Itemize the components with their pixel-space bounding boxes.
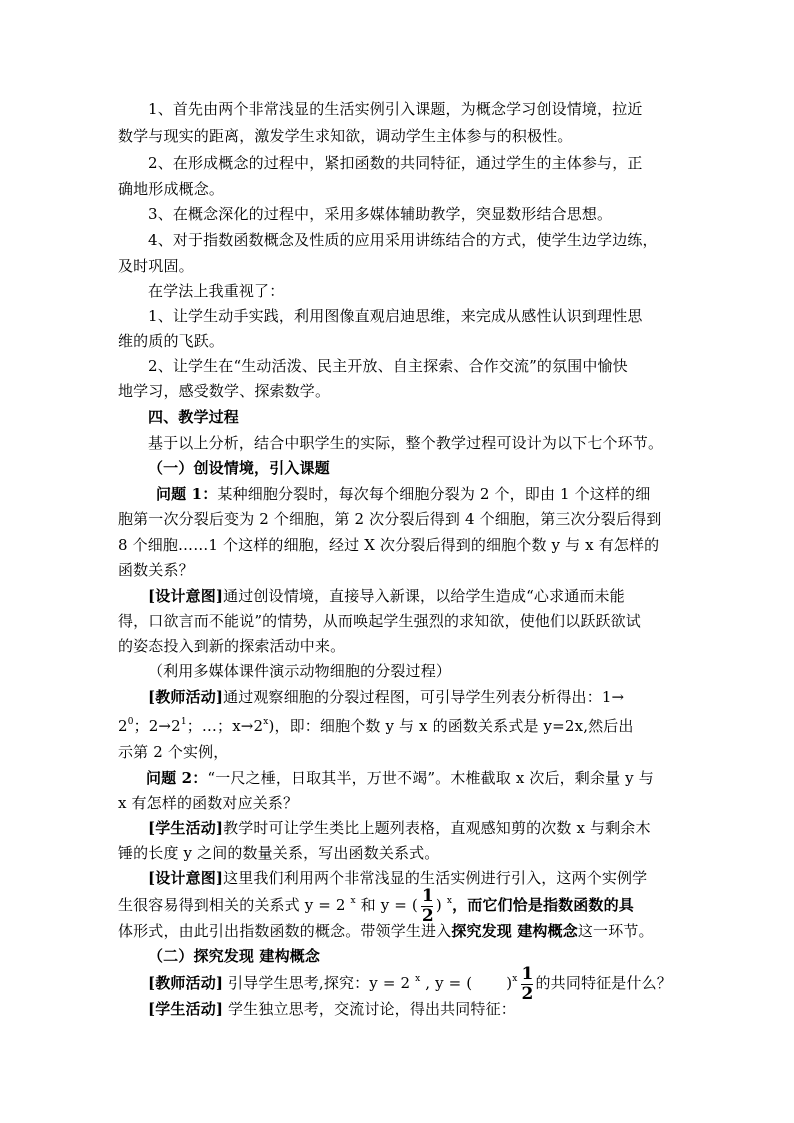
question-text: “一尺之棰，日取其半，万世不竭”。木椎截取 x 次后，剩余量 y 与 bbox=[207, 769, 654, 787]
fraction-numerator: 1 bbox=[521, 964, 534, 984]
power-exponent: x bbox=[512, 974, 518, 984]
paragraph-line: 2、在形成概念的过程中，紧扣函数的共同特征，通过学生的主体参与，正 bbox=[148, 154, 643, 172]
paragraph-line: 在学法上我重视了： bbox=[148, 282, 285, 300]
paragraph-line bbox=[148, 687, 718, 707]
formula-text: ) bbox=[506, 974, 513, 992]
paragraph-line: 1、首先由两个非常浅显的生活实例引入课题，为概念学习创设情境，拉近 bbox=[148, 100, 643, 118]
formula-text: , y = ( bbox=[420, 974, 473, 992]
formula-line bbox=[118, 886, 688, 926]
question-label: 问题 2： bbox=[146, 769, 208, 787]
power-exponent: x bbox=[263, 717, 269, 727]
formula-text: )，即：细胞个数 y 与 x 的函数关系式是 y=2x,然后出 bbox=[268, 717, 634, 735]
student-activity-text: 学生独立思考，交流讨论，得出共同特征： bbox=[223, 1000, 516, 1018]
paragraph-line: 确地形成概念。 bbox=[118, 180, 225, 198]
power-exponent: x bbox=[350, 896, 356, 906]
paragraph-line: 2、让学生在“生动活泼、民主开放、自主探索、合作交流”的氛围中愉快 bbox=[148, 357, 628, 375]
paragraph-line: 及时巩固。 bbox=[118, 257, 194, 275]
student-activity-label: [学生活动] bbox=[148, 819, 224, 837]
power-exponent: x bbox=[446, 896, 453, 906]
paragraph-line: 数学与现实的距离，激发学生求知欲，调动学生主体参与的积极性。 bbox=[118, 127, 573, 145]
power-base: 2 bbox=[118, 717, 128, 735]
formula-text: ) bbox=[435, 896, 447, 914]
formula-line bbox=[118, 716, 688, 739]
formula-text: 生很容易得到相关的关系式 y = 2 bbox=[118, 896, 351, 914]
paragraph-line: 基于以上分析，结合中职学生的实际，整个教学过程可设计为以下七个环节。 bbox=[148, 434, 664, 452]
design-intent-text: 这里我们利用两个非常浅显的生活实例进行引入，这两个实例学 bbox=[223, 869, 648, 887]
paragraph-line: 1、让学生动手实践，利用图像直观启迪思维，来完成从感性认识到理性思 bbox=[148, 307, 643, 325]
paragraph-line: 锤的长度 y 之间的数量关系，写出函数关系式。 bbox=[118, 844, 440, 862]
paragraph-line bbox=[146, 768, 716, 788]
subsection-heading: （二）探究发现 建构概念 bbox=[148, 947, 321, 965]
paragraph-line bbox=[148, 586, 718, 606]
formula-text: 和 y = ( bbox=[355, 896, 418, 914]
formula-text: ；2→2 bbox=[133, 717, 181, 735]
formula-text: ；…；x→2 bbox=[186, 717, 264, 735]
question-text: 某种细胞分裂时，每次每个细胞分裂为 2 个，即由 1 个这样的细 bbox=[217, 485, 651, 503]
teacher-activity-label: [教师活动] bbox=[148, 688, 224, 706]
formula-text: 的共同特征是什么？ bbox=[535, 974, 672, 992]
paragraph-line: 胞第一次分裂后变为 2 个细胞，第 2 次分裂后得到 4 个细胞，第三次分裂后得到 bbox=[118, 510, 662, 528]
paragraph-text: 体形式，由此引出指数函数的概念。带领学生进入 bbox=[118, 922, 452, 940]
power-exponent: 1 bbox=[180, 717, 187, 727]
student-activity-label: [学生活动] bbox=[148, 1000, 224, 1018]
section-heading: 四、教学过程 bbox=[148, 408, 239, 426]
paragraph-line: 4、对于指数函数概念及性质的应用采用讲练结合的方式，使学生边学边练， bbox=[148, 231, 658, 249]
paragraph-line: 8 个细胞……1 个这样的细胞，经过 X 次分裂后得到的细胞个数 y 与 x 有怎样的 bbox=[118, 536, 660, 554]
paragraph-line bbox=[148, 818, 718, 838]
paragraph-line bbox=[148, 868, 718, 888]
paragraph-line: 的姿态投入到新的探索活动中来。 bbox=[118, 637, 346, 655]
teacher-activity-text: 通过观察细胞的分裂过程图，可引导学生列表分析得出：1→ bbox=[223, 688, 625, 706]
paragraph-line: 3、在概念深化的过程中，采用多媒体辅助教学，突显数形结合思想。 bbox=[148, 205, 613, 223]
paragraph-text: 这一环节。 bbox=[577, 922, 654, 940]
paragraph-line bbox=[118, 921, 688, 941]
design-intent-text: 通过创设情境，直接导入新课，以给学生造成“心求通而未能 bbox=[223, 587, 625, 605]
formula-line bbox=[148, 964, 718, 1004]
fraction-one-half bbox=[420, 886, 434, 926]
subsection-heading: （一）创设情境，引入课题 bbox=[148, 459, 330, 477]
power-exponent: x bbox=[415, 974, 421, 984]
question-label: 问题 1： bbox=[156, 485, 218, 503]
emphasis-text: 探究发现 建构概念 bbox=[451, 922, 578, 940]
paragraph-line: 地学习，感受数学、探索数学。 bbox=[118, 382, 331, 400]
paragraph-line: x 有怎样的函数对应关系？ bbox=[118, 794, 299, 812]
paragraph-line: 维的质的飞跃。 bbox=[118, 332, 225, 350]
paragraph-line bbox=[148, 999, 718, 1019]
paragraph-line: 得，口欲言而不能说”的情势，从而唤起学生强烈的求知欲，使他们以跃跃欲试 bbox=[118, 612, 641, 630]
paragraph-line: 函数关系？ bbox=[118, 561, 194, 579]
design-intent-label: [设计意图] bbox=[148, 587, 224, 605]
formula-text: 引导学生思考,探究：y = 2 bbox=[223, 974, 416, 992]
power-exponent: 0 bbox=[127, 717, 134, 727]
formula-text: ，而它们恰是指数函数的具 bbox=[452, 896, 634, 914]
student-activity-text: 教学时可让学生类比上题列表格，直观感知剪的次数 x 与剩余木 bbox=[223, 819, 651, 837]
fraction-denominator: 2 bbox=[421, 906, 434, 926]
fraction-numerator: 1 bbox=[421, 886, 434, 906]
fraction-one-half bbox=[520, 964, 534, 1004]
design-intent-label: [设计意图] bbox=[148, 869, 224, 887]
teacher-activity-label: [教师活动] bbox=[148, 974, 224, 992]
paragraph-line: （利用多媒体课件演示动物细胞的分裂过程） bbox=[148, 662, 452, 680]
paragraph-line bbox=[156, 484, 726, 504]
paragraph-line: 示第 2 个实例， bbox=[118, 743, 229, 761]
fraction-denominator: 2 bbox=[521, 984, 534, 1004]
